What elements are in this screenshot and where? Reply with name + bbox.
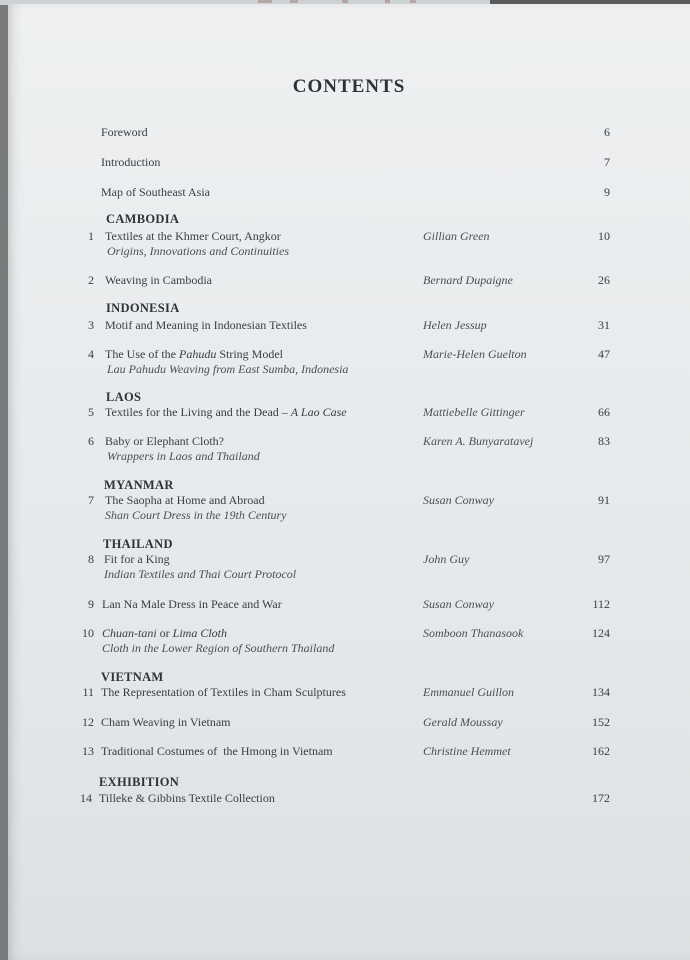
entry-title: Baby or Elephant Cloth? xyxy=(105,434,224,448)
entry-author: Karen A. Bunyaratavej xyxy=(423,434,534,448)
entry-page: 6 xyxy=(604,125,610,139)
section-heading-thailand: THAILAND xyxy=(103,537,173,551)
entry-author: Gillian Green xyxy=(423,229,490,243)
table-of-contents xyxy=(8,4,690,960)
entry-title xyxy=(105,405,347,420)
entry-subtitle: Indian Textiles and Thai Court Protocol xyxy=(104,567,297,581)
entry-page: 162 xyxy=(592,744,610,758)
entry-page: 7 xyxy=(604,155,610,169)
entry-number: 7 xyxy=(88,493,94,507)
entry-title-part: The Use of the xyxy=(105,347,179,361)
entry-number: 14 xyxy=(80,791,92,805)
entry-number: 8 xyxy=(88,552,94,566)
entry-page: 31 xyxy=(598,318,610,332)
section-heading-myanmar: MYANMAR xyxy=(104,478,174,492)
entry-page: 91 xyxy=(598,493,610,507)
section-heading-exhibition: EXHIBITION xyxy=(99,775,180,789)
entry-number: 2 xyxy=(88,273,94,287)
entry-title-part: Textiles for the Living and the Dead – xyxy=(105,405,291,419)
entry-title xyxy=(102,626,227,641)
section-heading-cambodia: CAMBODIA xyxy=(106,212,180,226)
page-title: CONTENTS xyxy=(292,76,406,97)
entry-subtitle: Lau Pahudu Weaving from East Sumba, Indonesia xyxy=(107,362,349,376)
entry-number: 9 xyxy=(88,597,94,611)
entry-title: Motif and Meaning in Indonesian Textiles xyxy=(105,318,307,332)
edge-mark xyxy=(410,0,416,3)
entry-page: 9 xyxy=(604,185,610,199)
entry-title xyxy=(105,347,283,362)
entry-author: Susan Conway xyxy=(423,493,495,507)
entry-title: The Representation of Textiles in Cham Sculptures xyxy=(101,685,346,699)
entry-page: 10 xyxy=(598,229,610,243)
entry-number: 4 xyxy=(88,347,94,361)
entry-title-part: String Model xyxy=(216,347,283,361)
section-heading-vietnam: VIETNAM xyxy=(101,670,164,684)
entry-title: Weaving in Cambodia xyxy=(105,273,213,287)
entry-title: Foreword xyxy=(101,125,148,139)
entry-page: 172 xyxy=(592,791,610,805)
entry-title-italic: Pahudu xyxy=(178,347,217,361)
entry-title-part: or xyxy=(156,626,173,640)
entry-page: 152 xyxy=(592,715,610,729)
edge-mark xyxy=(258,0,272,3)
entry-title-italic: Chuan-tani xyxy=(102,626,157,640)
entry-title-italic: A Lao Case xyxy=(290,405,347,419)
entry-author: Mattiebelle Gittinger xyxy=(423,405,525,419)
entry-page: 47 xyxy=(598,347,610,361)
entry-number: 10 xyxy=(82,626,94,640)
entry-author: Christine Hemmet xyxy=(423,744,511,758)
entry-subtitle: Shan Court Dress in the 19th Century xyxy=(105,508,287,522)
entry-author: Bernard Dupaigne xyxy=(423,273,513,287)
entry-number: 1 xyxy=(88,229,94,243)
entry-page: 134 xyxy=(592,685,610,699)
entry-title: Lan Na Male Dress in Peace and War xyxy=(102,597,282,611)
entry-title-italic: Lima Cloth xyxy=(172,626,228,640)
entry-page: 83 xyxy=(598,434,610,448)
entry-number: 5 xyxy=(88,405,94,419)
entry-number: 6 xyxy=(88,434,94,448)
section-heading-indonesia: INDONESIA xyxy=(106,301,180,315)
entry-author: Marie-Helen Guelton xyxy=(423,347,527,361)
entry-title: Map of Southeast Asia xyxy=(101,185,210,199)
entry-page: 112 xyxy=(592,597,610,611)
book-page xyxy=(8,4,690,960)
entry-subtitle: Cloth in the Lower Region of Southern Thailand xyxy=(102,641,335,655)
entry-title: The Saopha at Home and Abroad xyxy=(105,493,265,507)
entry-page: 26 xyxy=(598,273,610,287)
entry-author: Helen Jessup xyxy=(423,318,487,332)
entry-number: 12 xyxy=(82,715,94,729)
entry-title: Fit for a King xyxy=(104,552,170,566)
edge-mark xyxy=(290,0,298,3)
edge-mark xyxy=(342,0,348,3)
entry-title: Introduction xyxy=(101,155,161,169)
entry-title: Traditional Costumes of the Hmong in Vietnam xyxy=(101,744,333,758)
entry-subtitle: Wrappers in Laos and Thailand xyxy=(107,449,260,463)
section-heading-laos: LAOS xyxy=(106,390,142,404)
entry-author: Susan Conway xyxy=(423,597,495,611)
entry-title: Cham Weaving in Vietnam xyxy=(101,715,231,729)
entry-page: 97 xyxy=(598,552,610,566)
entry-author: Emmanuel Guillon xyxy=(423,685,514,699)
entry-page: 66 xyxy=(598,405,610,419)
entry-title: Textiles at the Khmer Court, Angkor xyxy=(105,229,281,243)
entry-number: 13 xyxy=(82,744,94,758)
entry-page: 124 xyxy=(592,626,610,640)
entry-number: 3 xyxy=(88,318,94,332)
edge-mark xyxy=(385,0,390,3)
entry-subtitle: Origins, Innovations and Continuities xyxy=(107,244,290,258)
entry-number: 11 xyxy=(82,685,94,699)
entry-author: John Guy xyxy=(423,552,470,566)
entry-title: Tilleke & Gibbins Textile Collection xyxy=(99,791,275,805)
entry-author: Gerald Moussay xyxy=(423,715,503,729)
entry-author: Somboon Thanasook xyxy=(423,626,524,640)
